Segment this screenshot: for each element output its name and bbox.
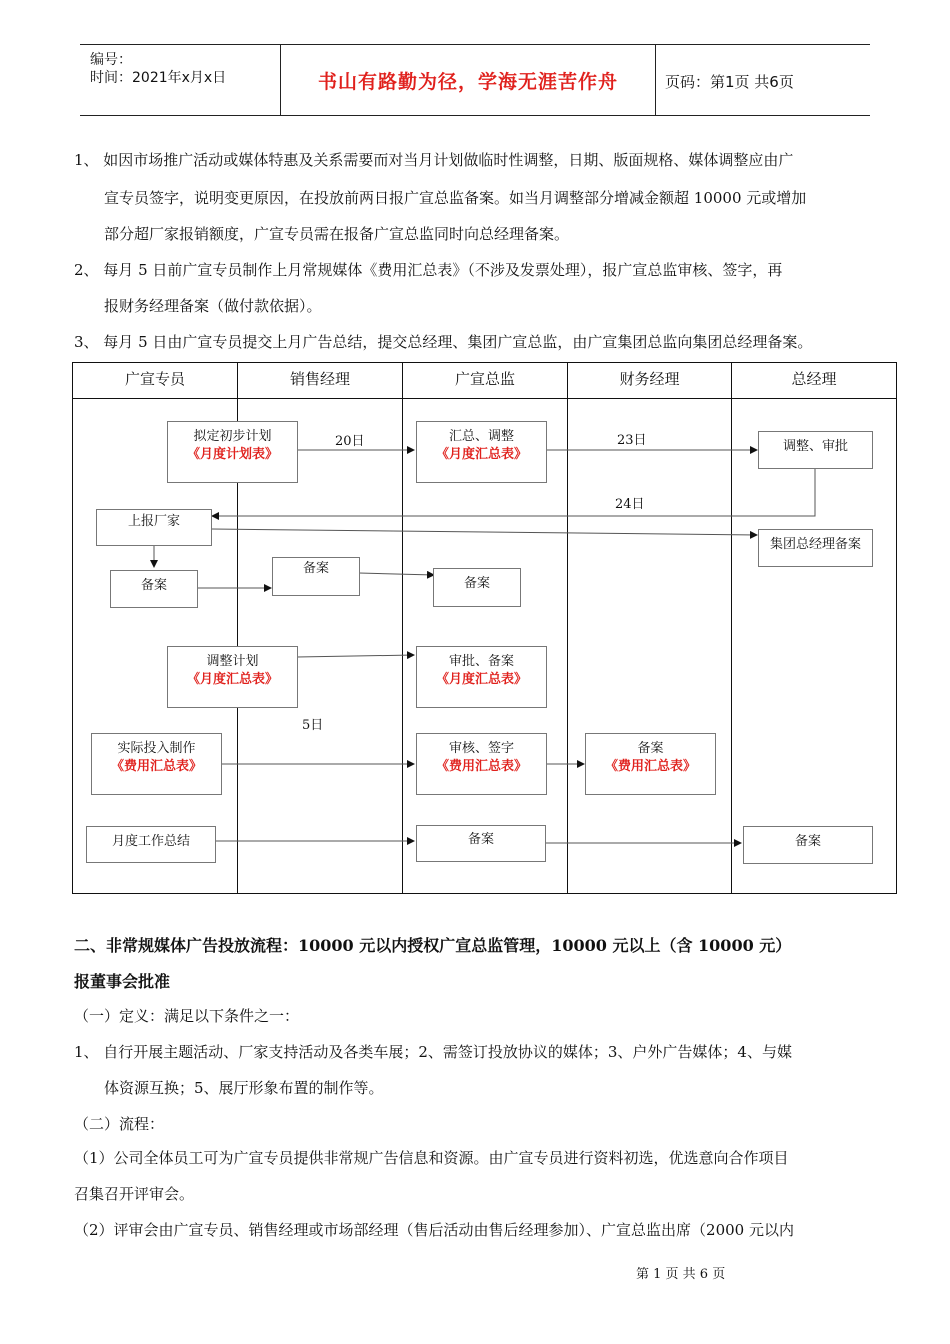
- box-adjust-plan: [167, 646, 298, 708]
- box-file-director: 备案: [433, 568, 521, 607]
- page-header: [80, 44, 870, 116]
- section-heading-cont: 报董事会批准: [74, 972, 171, 991]
- box-actual-production: [91, 733, 222, 795]
- header-page-number: 页码：第1页 共6页: [665, 73, 794, 91]
- box-file-specialist: 备案: [110, 570, 198, 608]
- lane-header-sales-manager: 销售经理: [289, 370, 350, 388]
- swimlane-flowchart: [72, 362, 897, 894]
- paragraph-line: 1、 如因市场推广活动或媒体特惠及关系需要而对当月计划做临时性调整，日期、版面规格、媒体调整应由广: [74, 151, 794, 169]
- page-footer: 第 1 页 共 6 页: [636, 1267, 726, 1282]
- paragraph-line: 2、 每月 5 日前广宣专员制作上月常规媒体《费用汇总表》（不涉及发票处理），报广宣总监审核、签字，再: [74, 261, 783, 279]
- form-name: 《费用汇总表》: [604, 759, 696, 774]
- box-draft-plan: [167, 421, 298, 483]
- form-name: 《月度计划表》: [186, 447, 278, 462]
- box-summarize-adjust: [416, 421, 547, 483]
- box-text: 备案: [637, 741, 664, 756]
- paragraph-line: 宣专员签字，说明变更原因，在投放前两日报广宣总监备案。如当月调整部分增减金额超 10000 元或增加: [104, 189, 807, 207]
- paragraph-line: （2）评审会由广宣专员、销售经理或市场部经理（售后活动由售后经理参加）、广宣总监出席（2000 元以内: [74, 1221, 794, 1239]
- form-name: 《费用汇总表》: [435, 759, 527, 774]
- lane-header-publicity-director: 广宣总监: [454, 370, 515, 388]
- document-time-label: 时间：2021年x月x日: [90, 70, 227, 86]
- box-review-sign: [416, 733, 547, 795]
- box-finance-file: [585, 733, 716, 795]
- box-group-gm-file: 集团总经理备案: [758, 529, 873, 567]
- header-divider: [655, 45, 656, 115]
- paragraph-line: （一）定义：满足以下条件之一：: [74, 1007, 300, 1025]
- box-report-vendor: 上报厂家: [96, 509, 212, 546]
- paragraph-line: （二）流程：: [74, 1115, 165, 1133]
- form-name: 《月度汇总表》: [186, 672, 278, 687]
- lane-header-general-manager: 总经理: [791, 370, 837, 388]
- box-text: 汇总、调整: [448, 429, 514, 444]
- paragraph-line: 部分超厂家报销额度，广宣专员需在报备广宣总监同时向总经理备案。: [104, 225, 570, 243]
- box-text: 实际投入制作: [117, 741, 196, 756]
- box-approve-file: [416, 646, 547, 708]
- paragraph-line: 报财务经理备案（做付款依据）。: [104, 297, 322, 315]
- box-text: 审核、签字: [448, 741, 514, 756]
- paragraph-line: （1）公司全体员工可为广宣专员提供非常规广告信息和资源。由广宣专员进行资料初选，优选意向合作项目: [74, 1149, 789, 1167]
- header-divider: [280, 45, 281, 115]
- paragraph-line: 1、 自行开展主题活动、厂家支持活动及各类车展；2、需签订投放协议的媒体；3、户外广告媒体；4、与媒: [74, 1043, 792, 1061]
- box-text: 调整计划: [206, 654, 259, 669]
- header-motto: 书山有路勤为径，学海无涯苦作舟: [317, 71, 618, 93]
- form-name: 《月度汇总表》: [435, 447, 527, 462]
- box-gm-approve: 调整、审批: [758, 431, 873, 469]
- date-label-23rd: 23日: [617, 433, 647, 448]
- box-file-sales: 备案: [272, 557, 360, 596]
- box-file-director-2: 备案: [416, 825, 546, 862]
- box-monthly-summary: 月度工作总结: [86, 826, 216, 863]
- lane-header-publicity-specialist: 广宣专员: [124, 370, 185, 388]
- date-label-24th: 24日: [615, 497, 645, 512]
- box-text: 审批、备案: [448, 654, 514, 669]
- document-number-label: 编号：: [90, 52, 132, 68]
- paragraph-line: 召集召开评审会。: [74, 1185, 195, 1203]
- lane-header-finance-manager: 财务经理: [619, 370, 680, 388]
- paragraph-line: 体资源互换；5、展厅形象布置的制作等。: [104, 1079, 384, 1097]
- paragraph-line: 3、 每月 5 日由广宣专员提交上月广告总结，提交总经理、集团广宣总监，由广宣集团总监向集团总经理备案。: [74, 333, 813, 351]
- form-name: 《费用汇总表》: [110, 759, 202, 774]
- date-label-20th: 20日: [335, 434, 365, 449]
- section-heading: 二、非常规媒体广告投放流程：10000 元以内授权广宣总监管理，10000 元以上（含 10000 元）: [74, 936, 792, 955]
- form-name: 《月度汇总表》: [435, 672, 527, 687]
- box-file-gm: 备案: [743, 826, 873, 864]
- date-label-5th: 5日: [302, 718, 324, 733]
- box-text: 拟定初步计划: [193, 429, 272, 444]
